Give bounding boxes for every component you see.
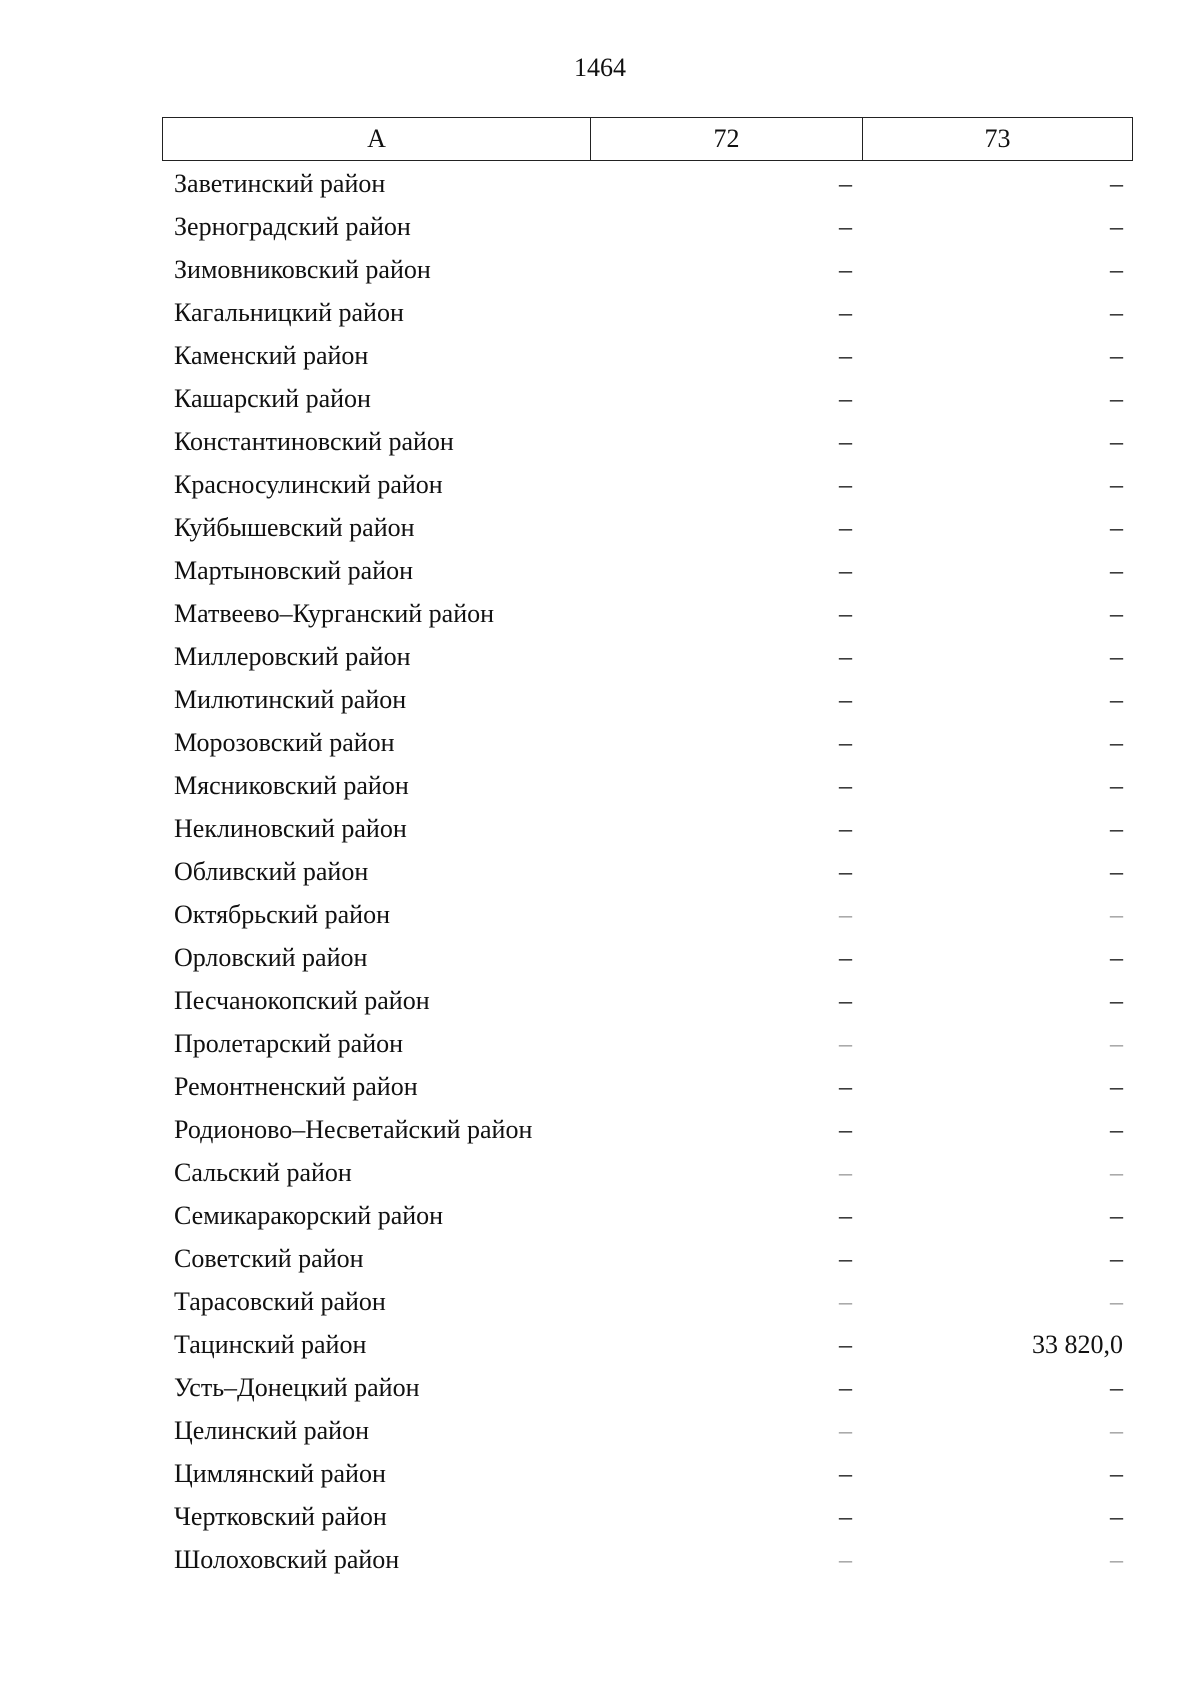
- value-col-72: –: [839, 1071, 852, 1101]
- value-col-72: –: [839, 1458, 852, 1488]
- table-row: [162, 1323, 1133, 1366]
- value-col-73: –: [1110, 1544, 1123, 1574]
- table-row: [162, 1452, 1133, 1495]
- value-col-73: –: [1110, 1415, 1123, 1445]
- value-col-72: –: [839, 1243, 852, 1273]
- table-row: [162, 979, 1133, 1022]
- district-name: Миллеровский район: [174, 641, 411, 671]
- table-row: [162, 592, 1133, 635]
- district-name: Константиновский район: [174, 426, 454, 456]
- district-name: Целинский район: [174, 1415, 369, 1445]
- table-row: [162, 1022, 1133, 1065]
- value-col-72: –: [839, 641, 852, 671]
- value-col-73: –: [1110, 813, 1123, 843]
- table-row: [162, 248, 1133, 291]
- value-col-72: –: [839, 1372, 852, 1402]
- value-col-73: –: [1110, 856, 1123, 886]
- district-name: Пролетарский район: [174, 1028, 404, 1058]
- table-header: [162, 117, 1133, 161]
- value-col-72: –: [839, 469, 852, 499]
- value-col-72: –: [839, 985, 852, 1015]
- value-col-73: –: [1110, 942, 1123, 972]
- page-number: 1464: [574, 53, 626, 82]
- value-col-72: –: [839, 1501, 852, 1531]
- table-row: [162, 1065, 1133, 1108]
- table-row: [162, 506, 1133, 549]
- value-col-72: –: [839, 1200, 852, 1230]
- district-name: Кашарский район: [174, 383, 371, 413]
- value-col-72: –: [839, 770, 852, 800]
- district-name: Семикаракорский район: [174, 1200, 444, 1230]
- district-name: Зимовниковский район: [174, 254, 431, 284]
- district-name: Неклиновский район: [174, 813, 407, 843]
- table-row: [162, 893, 1133, 936]
- district-name: Каменский район: [174, 340, 369, 370]
- value-col-73: –: [1110, 985, 1123, 1015]
- value-col-72: –: [839, 254, 852, 284]
- district-name: Матвеево–Курганский район: [174, 598, 495, 628]
- table-row: [162, 635, 1133, 678]
- district-name: Милютинский район: [174, 684, 407, 714]
- table-row: [162, 1538, 1133, 1581]
- value-col-73: –: [1110, 1372, 1123, 1402]
- value-col-73: –: [1110, 469, 1123, 499]
- district-name: Кагальницкий район: [174, 297, 404, 327]
- value-col-72: –: [839, 598, 852, 628]
- value-col-73: –: [1110, 383, 1123, 413]
- district-name: Советский район: [174, 1243, 364, 1273]
- value-col-73: –: [1110, 899, 1123, 929]
- value-col-73: 33 820,0: [1032, 1329, 1123, 1359]
- table-row: [162, 162, 1133, 205]
- district-name: Морозовский район: [174, 727, 395, 757]
- value-col-73: –: [1110, 1028, 1123, 1058]
- table-row: [162, 334, 1133, 377]
- district-name: Тарасовский район: [174, 1286, 386, 1316]
- table-row: [162, 420, 1133, 463]
- district-name: Зерноградский район: [174, 211, 411, 241]
- header-cell-73: 73: [984, 124, 1011, 153]
- table-row: [162, 678, 1133, 721]
- table-row: [162, 807, 1133, 850]
- value-col-72: –: [839, 1157, 852, 1187]
- value-col-72: –: [839, 340, 852, 370]
- table-row: [162, 1366, 1133, 1409]
- value-col-72: –: [839, 727, 852, 757]
- value-col-73: –: [1110, 1071, 1123, 1101]
- table-row: [162, 1108, 1133, 1151]
- table-row: [162, 1409, 1133, 1452]
- value-col-73: –: [1110, 1200, 1123, 1230]
- value-col-72: –: [839, 211, 852, 241]
- value-col-72: –: [839, 1286, 852, 1316]
- value-col-72: –: [839, 1415, 852, 1445]
- value-col-72: –: [839, 1329, 852, 1359]
- table-row: [162, 205, 1133, 248]
- district-name: Орловский район: [174, 942, 368, 972]
- value-col-73: –: [1110, 727, 1123, 757]
- value-col-72: –: [839, 1028, 852, 1058]
- value-col-73: –: [1110, 426, 1123, 456]
- value-col-73: –: [1110, 1458, 1123, 1488]
- district-name: Обливский район: [174, 856, 369, 886]
- value-col-73: –: [1110, 340, 1123, 370]
- value-col-73: –: [1110, 684, 1123, 714]
- value-col-72: –: [839, 168, 852, 198]
- district-name: Мясниковский район: [174, 770, 409, 800]
- district-name: Родионово–Несветайский район: [174, 1114, 533, 1144]
- value-col-72: –: [839, 942, 852, 972]
- value-col-73: –: [1110, 512, 1123, 542]
- value-col-72: –: [839, 856, 852, 886]
- value-col-73: –: [1110, 297, 1123, 327]
- value-col-73: –: [1110, 770, 1123, 800]
- table-row: [162, 1280, 1133, 1323]
- table-row: [162, 463, 1133, 506]
- district-name: Ремонтненский район: [174, 1071, 418, 1101]
- value-col-73: –: [1110, 1501, 1123, 1531]
- table-row: [162, 291, 1133, 334]
- district-name: Красносулинский район: [174, 469, 443, 499]
- district-name: Мартыновский район: [174, 555, 414, 585]
- district-name: Заветинский район: [174, 168, 386, 198]
- value-col-72: –: [839, 813, 852, 843]
- district-name: Тацинский район: [174, 1329, 367, 1359]
- value-col-73: –: [1110, 1157, 1123, 1187]
- value-col-73: –: [1110, 555, 1123, 585]
- district-name: Чертковский район: [174, 1501, 387, 1531]
- header-cell-72: 72: [591, 118, 863, 160]
- value-col-73: –: [1110, 1114, 1123, 1144]
- table-row: [162, 549, 1133, 592]
- value-col-72: –: [839, 899, 852, 929]
- table-row: [162, 1194, 1133, 1237]
- value-col-73: –: [1110, 168, 1123, 198]
- table-row: [162, 764, 1133, 807]
- value-col-72: –: [839, 1544, 852, 1574]
- value-col-72: –: [839, 684, 852, 714]
- value-col-73: –: [1110, 1286, 1123, 1316]
- value-col-72: –: [839, 555, 852, 585]
- value-col-73: –: [1110, 211, 1123, 241]
- district-name: Шолоховский район: [174, 1544, 400, 1574]
- value-col-72: –: [839, 383, 852, 413]
- district-name: Октябрьский район: [174, 899, 390, 929]
- value-col-72: –: [839, 297, 852, 327]
- table-row: [162, 850, 1133, 893]
- value-col-72: –: [839, 426, 852, 456]
- table-row: [162, 721, 1133, 764]
- header-cell-a: А: [163, 118, 591, 160]
- table-body: [162, 162, 1133, 1581]
- district-name: Усть–Донецкий район: [174, 1372, 420, 1402]
- district-name: Песчанокопский район: [174, 985, 430, 1015]
- district-name: Куйбышевский район: [174, 512, 415, 542]
- value-col-73: –: [1110, 641, 1123, 671]
- table-row: [162, 1237, 1133, 1280]
- table-row: [162, 1495, 1133, 1538]
- district-name: Цимлянский район: [174, 1458, 386, 1488]
- table-row: [162, 377, 1133, 420]
- table-row: [162, 936, 1133, 979]
- value-col-73: –: [1110, 254, 1123, 284]
- value-col-72: –: [839, 1114, 852, 1144]
- value-col-73: –: [1110, 598, 1123, 628]
- value-col-73: –: [1110, 1243, 1123, 1273]
- district-name: Сальский район: [174, 1157, 352, 1187]
- table-row: [162, 1151, 1133, 1194]
- value-col-72: –: [839, 512, 852, 542]
